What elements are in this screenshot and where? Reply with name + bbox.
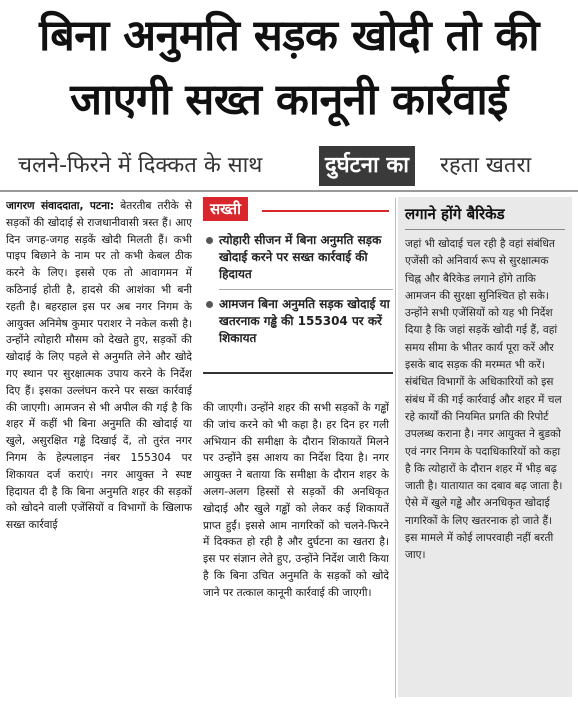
highlight-item-text: त्योहारी सीजन में बिना अनुमति सड़क खोदाई करने पर सख्त कार्रवाई की हिदायत xyxy=(219,233,382,281)
subheadline-text-after: रहता खतरा xyxy=(440,153,532,178)
sakhti-highlights xyxy=(203,232,393,347)
headline-line-2: जाएगी सख्त कानूनी कार्रवाई xyxy=(70,75,508,125)
sakhti-label-rule xyxy=(262,210,389,212)
subheadline-text-before: चलने-फिरने में दिक्कत के साथ xyxy=(18,153,263,178)
article-text-part-1: बेतरतीब तरीके से सड़कों की खोदाई से राजधानीवासी त्रस्त हैं। आए दिन जगह-जगह सड़कें खोदी मिलती हैं। कभी पाइप बिछाने के नाम पर तो कभी केबल ठीक करने के लिए। इससे एक तो आवागमन में कठिनाई होती है, हादसे की आशंका भी बनी रहती है। बहरहाल इस पर अब नगर निगम के आयुक्त अनिमेष कुमार पराशर ने नकेल कसी है। उन्होंने त्योहारी मौसम को देखते हुए, सड़कों की खोदाई के लिए पहले से अनुमति लेने और खोदे गए स्थान पर सुरक्षात्मक उपाय करने के निर्देश दिए हैं। इसका उल्लंघन करने पर सख्त कार्रवाई की जाएगी। आमजन से भी अपील की गई है कि शहर में कहीं भी बिना अनुमति की खोदाई या खुले, असुरक्षित गड्ढे दिखाई दें, तो तुरंत नगर निगम के हेल्पलाइन नंबर 155304 पर शिकायत दर्ज कराएं। नगर आयुक्त ने स्पष्ट हिदायत दी है कि बिना अनुमति शहर की सड़कों को खोदने वाली एजेंसियों व विभागों के खिलाफ सख्त कार्रवाई xyxy=(6,200,192,532)
subheadline-highlight-box: दुर्घटना का xyxy=(319,146,415,186)
article-column-2 xyxy=(203,400,389,700)
highlight-item xyxy=(203,296,393,347)
byline: जागरण संवाददाता, पटना: xyxy=(6,200,115,212)
sidebar-box xyxy=(398,197,572,697)
highlights-bottom-rule xyxy=(203,372,393,374)
article-text-part-2: की जाएगी। उन्होंने शहर की सभी सड़कों के गड्ढों की जांच करने को भी कहा है। हर दिन हर गली अभियान की समीक्षा के दौरान शिकायतें मिलने पर उन्होंने इस आशय का निर्देश दिया है। नगर आयुक्त ने बताया कि समीक्षा के दौरान शहर के अलग-अलग हिस्सों से सड़कों की अनधिकृत खोदाई और खुले गड्ढों को लेकर कई शिकायतें प्राप्त हुईं। इससे आम नागरिकों को चलने-फिरने में दिक्कत हो रही है और दुर्घटना का खतरा है। इस पर संज्ञान लेते हुए, उन्होंने निर्देश जारी किया है कि बिना उचित अनुमति के सड़कों को खोदे जाने पर तत्काल कानूनी कार्रवाई की जाएगी। xyxy=(203,402,389,599)
sidebar-title-rule xyxy=(405,229,565,230)
column-divider xyxy=(395,198,396,698)
sidebar-title: लगाने होंगे बैरिकेड xyxy=(405,205,505,223)
highlight-separator xyxy=(219,289,393,290)
headline-divider xyxy=(0,190,578,192)
highlight-item-text: आमजन बिना अनुमति सड़क खोदाई या खतरनाक गड्ढे की 155304 पर करें शिकायत xyxy=(219,297,390,345)
bullet-icon xyxy=(206,301,213,308)
article-column-1 xyxy=(6,198,192,698)
bullet-icon xyxy=(206,237,213,244)
sidebar-body: जहां भी खोदाई चल रही है वहां संबंधित एजेंसी को अनिवार्य रूप से सुरक्षात्मक चिह्न और बैरिकेड लगाने होंगे ताकि आमजन की सुरक्षा सुनिश्चित हो सके। उन्होंने सभी एजेंसियों को यह भी निर्देश दिया है कि जहां सड़कें खोदी गई हैं, वहां समय सीमा के भीतर कार्य पूरा करें और इसके बाद सड़क की मरम्मत भी करें। संबंधित विभागों के अधिकारियों को इस संबंध में की गई कार्रवाई और शहर में चल रहे कार्यों की नियमित प्रगति की रिपोर्ट उपलब्ध कराना है। नगर आयुक्त ने बुडको एवं नगर निगम के पदाधिकारियों को कहा है कि त्योहारों के दौरान शहर में भीड़ बढ़ जाती है। यातायात का दबाव बढ़ जाता है। ऐसे में खुले गड्ढे और अनधिकृत खोदाई नागरिकों के लिए खतरनाक हो जाते हैं। इस मामले में कोई लापरवाही नहीं बरती जाए। xyxy=(405,238,563,562)
sakhti-label: सख्ती xyxy=(203,197,248,221)
headline-line-1: बिना अनुमति सड़क खोदी तो की xyxy=(39,11,539,61)
subheadline xyxy=(0,144,578,188)
highlight-item xyxy=(203,232,393,283)
